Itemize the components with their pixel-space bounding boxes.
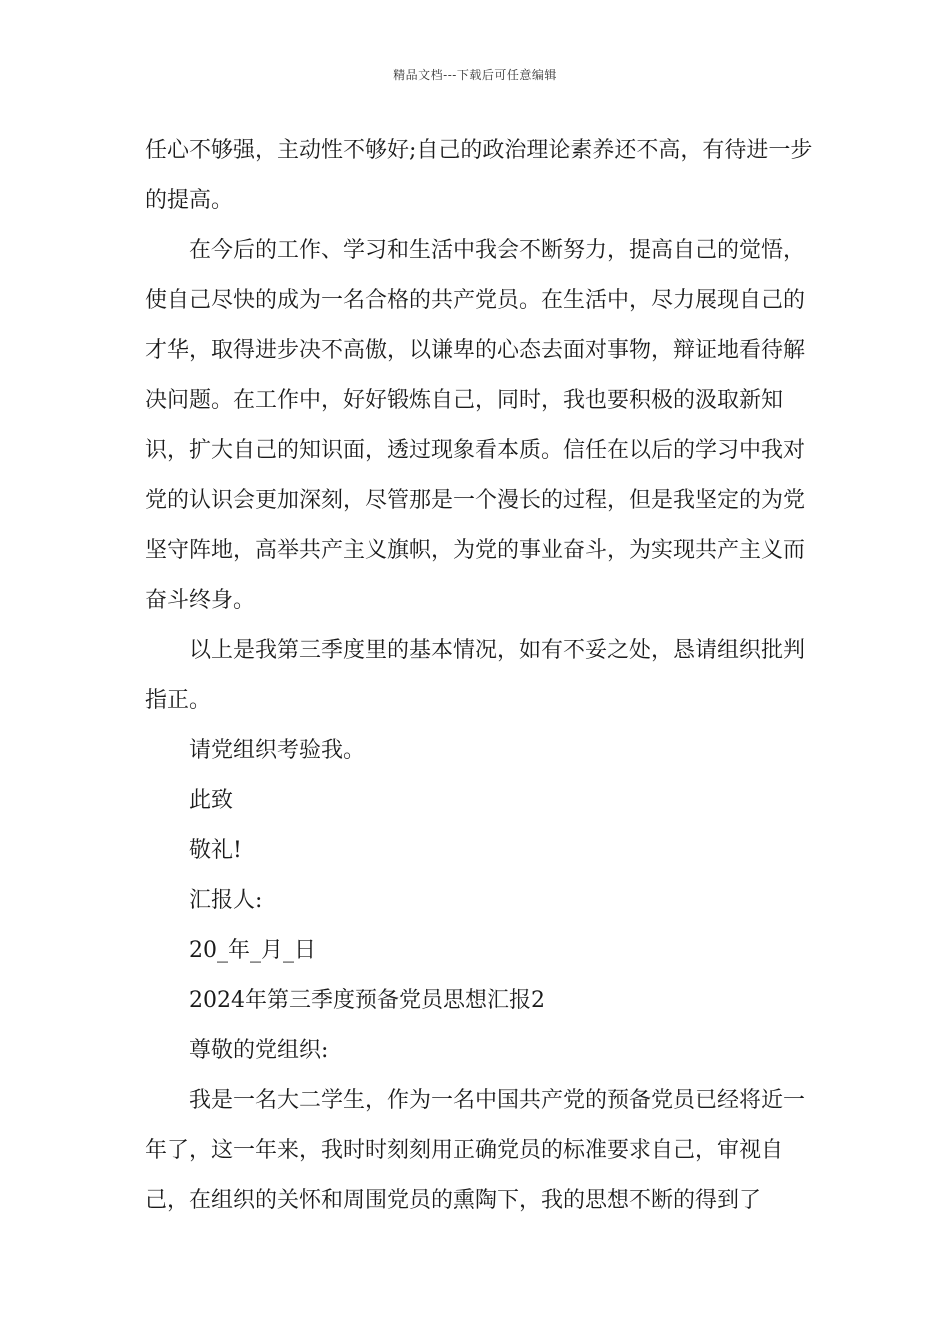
paragraph-intro: 我是一名大二学生，作为一名中国共产党的预备党员已经将近一年了，这一年来，我时时刻刻用正确党员的标准要求自己，审视自己，在组织的关怀和周围党员的熏陶下，我的思想不断的得到了 bbox=[145, 1088, 806, 1213]
salutation: 尊敬的党组织: bbox=[189, 1038, 329, 1063]
line-request: 请党组织考验我。 bbox=[189, 738, 366, 763]
paragraph-continuation: 任心不够强，主动性不够好;自己的政治理论素养还不高，有待进一步的提高。 bbox=[145, 138, 813, 213]
page-header: 精品文档---下载后可任意编辑 bbox=[393, 68, 557, 82]
paragraph-summary: 以上是我第三季度里的基本情况，如有不妥之处，恳请组织批判指正。 bbox=[145, 638, 806, 713]
document-body bbox=[145, 126, 815, 1226]
paragraph-future-plans: 在今后的工作、学习和生活中我会不断努力，提高自己的觉悟，使自己尽快的成为一名合格的共产党员。在生活中，尽力展现自己的才华，取得进步决不高傲，以谦卑的心态去面对事物，辩证地看待解决问题。在工作中，好好锻炼自己，同时，我也要积极的汲取新知识，扩大自己的知识面，透过现象看本质。信任在以后的学习中我对党的认识会更加深刻，尽管那是一个漫长的过程，但是我坚定的为党坚守阵地，高举共产主义旗帜，为党的事业奋斗，为实现共产主义而奋斗终身。 bbox=[145, 238, 806, 613]
line-reporter: 汇报人: bbox=[189, 888, 263, 913]
report-title: 2024年第三季度预备党员思想汇报2 bbox=[189, 988, 545, 1013]
line-date: 20_年_月_日 bbox=[189, 938, 316, 963]
line-closing-2: 敬礼! bbox=[189, 838, 242, 863]
line-closing-1: 此致 bbox=[189, 788, 234, 813]
